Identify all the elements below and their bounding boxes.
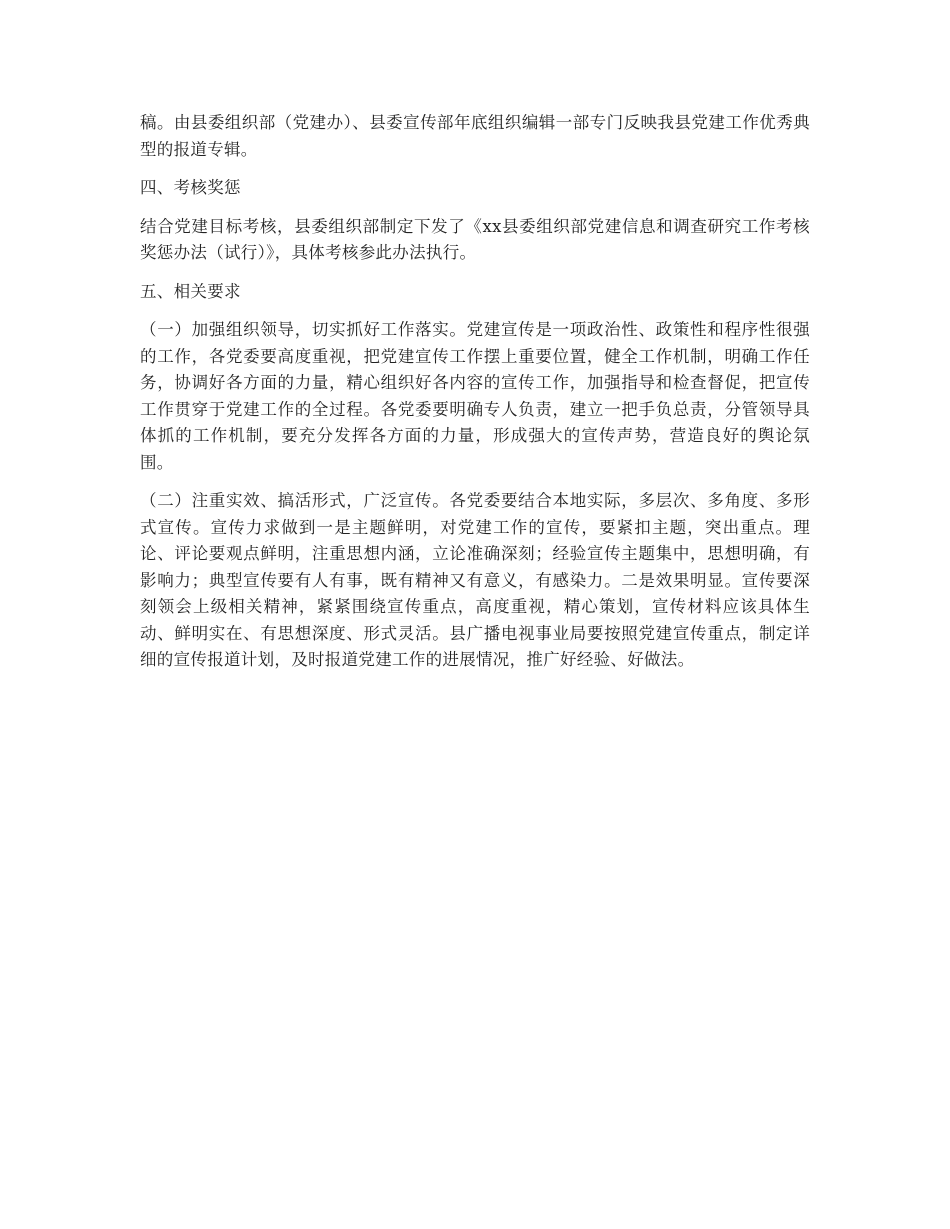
- section-heading-5: 五、相关要求: [140, 281, 241, 301]
- paragraph-requirement-1: （一）加强组织领导，切实抓好工作落实。党建宣传是一项政治性、政策性和程序性很强的工作，各党委要高度重视，把党建宣传工作摆上重要位置，健全工作机制，明确工作任务，协调好各方面的力量，精心组织好各内容的宣传工作，加强指导和检查督促，把宣传工作贯穿于党建工作的全过程。各党委要明确专人负责，建立一把手负总责，分管领导具体抓的工作机制，要充分发挥各方面的力量，形成强大的宣传声势，营造良好的舆论氛围。: [140, 320, 810, 472]
- document-body: [140, 110, 810, 686]
- section-heading-4: 四、考核奖惩: [140, 178, 241, 197]
- paragraph-requirement-2: （二）注重实效、搞活形式，广泛宣传。各党委要结合本地实际，多层次、多角度、多形式宣传。宣传力求做到一是主题鲜明，对党建工作的宣传，要紧扣主题，突出重点。理论、评论要观点鲜明，注重思想内涵，立论准确深刻；经验宣传主题集中，思想明确，有影响力；典型宣传要有人有事，既有精神又有意义，有感染力。二是效果明显。宣传要深刻领会上级相关精神，紧紧围绕宣传重点，高度重视，精心策划，宣传材料应该具体生动、鲜明实在、有思想深度、形式灵活。县广播电视事业局要按照党建宣传重点，制定详细的宣传报道计划，及时报道党建工作的进展情况，推广好经验、好做法。: [140, 491, 810, 669]
- paragraph-continuation: 稿。由县委组织部（党建办）、县委宣传部年底组织编辑一部专门反映我县党建工作优秀典型的报道专辑。: [140, 113, 810, 159]
- paragraph-assessment: 结合党建目标考核，县委组织部制定下发了《xx县委组织部党建信息和调查研究工作考核奖惩办法（试行）》，具体考核参此办法执行。: [140, 216, 810, 262]
